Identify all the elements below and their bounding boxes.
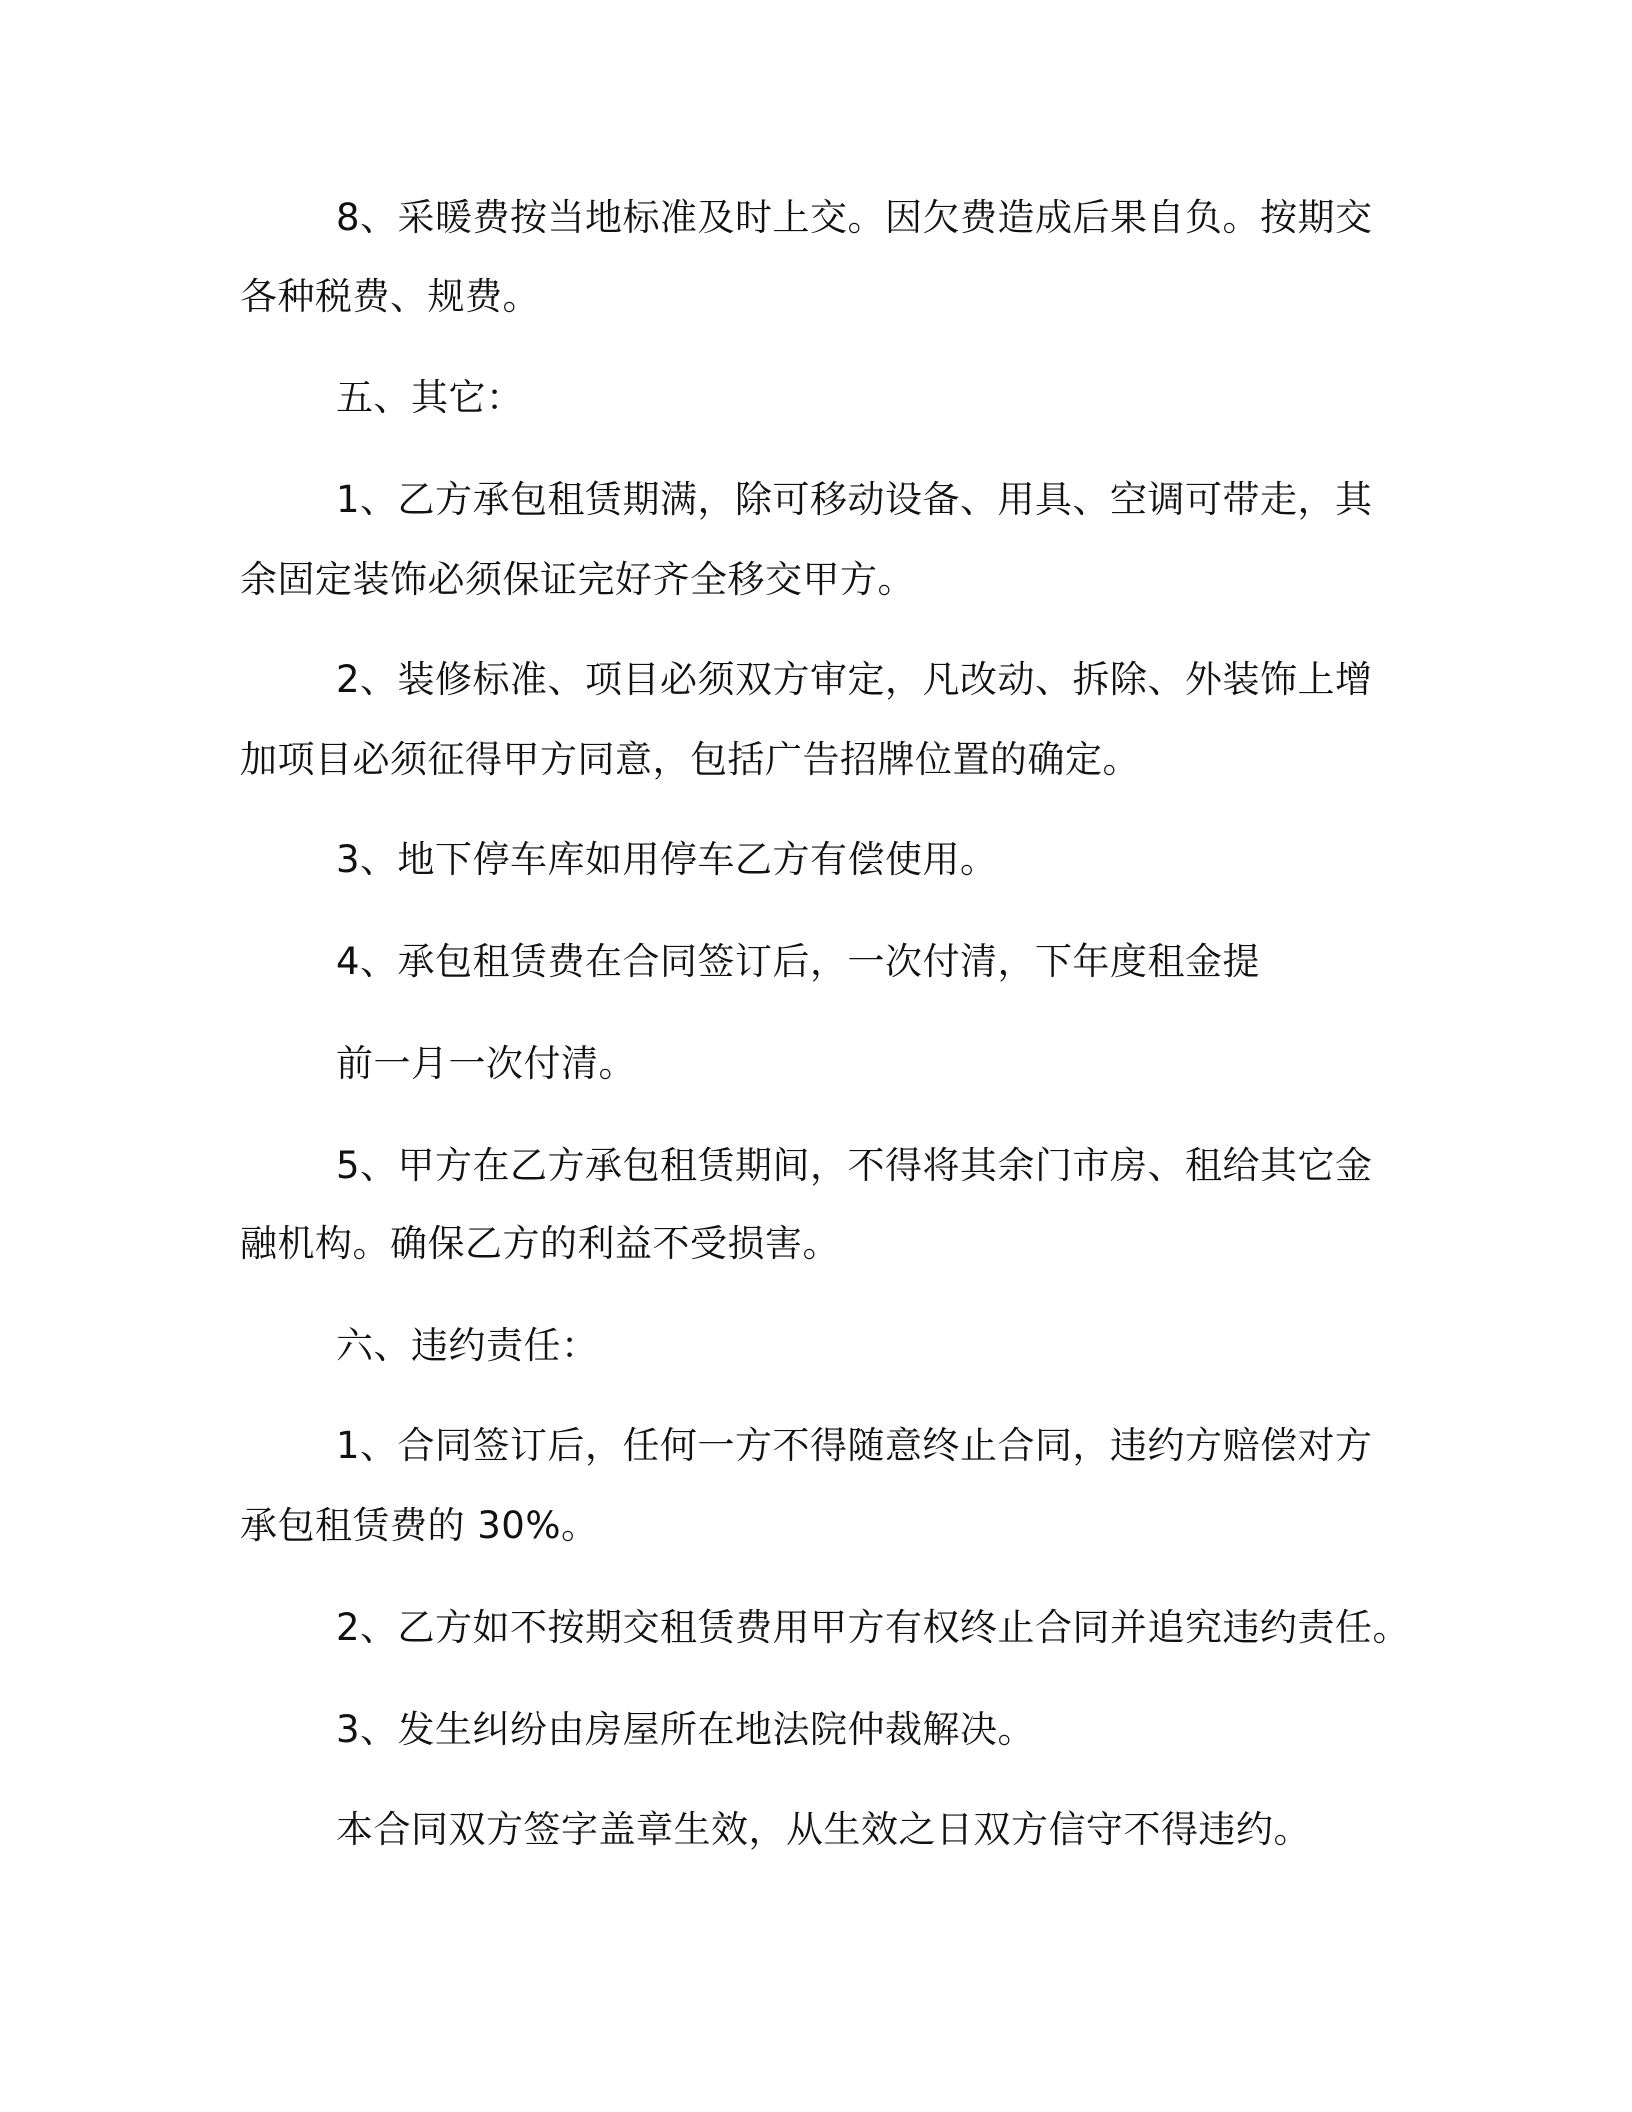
section-5-item-3: 3、地下停车库如用停车乙方有偿使用。 bbox=[336, 838, 998, 881]
closing-statement: 本合同双方签字盖章生效，从生效之日双方信守不得违约。 bbox=[336, 1808, 1311, 1851]
section-5-item-5-line-2: 融机构。确保乙方的利益不受损害。 bbox=[240, 1222, 840, 1265]
section-6-item-1-line-1: 1、合同签订后，任何一方不得随意终止合同，违约方赔偿对方 bbox=[336, 1424, 1373, 1467]
clause-8-line-2: 各种税费、规费。 bbox=[240, 275, 540, 318]
section-5-heading: 五、其它： bbox=[336, 376, 524, 419]
section-5-item-4-line-1: 4、承包租赁费在合同签订后，一次付清，下年度租金提 bbox=[336, 940, 1261, 983]
section-5-item-1-line-1: 1、乙方承包租赁期满，除可移动设备、用具、空调可带走，其 bbox=[336, 478, 1373, 521]
section-5-item-2-line-1: 2、装修标准、项目必须双方审定，凡改动、拆除、外装饰上增 bbox=[336, 658, 1373, 701]
section-6-item-2: 2、乙方如不按期交租赁费用甲方有权终止合同并追究违约责任。 bbox=[336, 1606, 1411, 1649]
section-6-item-3: 3、发生纠纷由房屋所在地法院仲裁解决。 bbox=[336, 1708, 1036, 1751]
section-5-item-5-line-1: 5、甲方在乙方承包租赁期间，不得将其余门市房、租给其它金 bbox=[336, 1144, 1373, 1187]
section-5-item-1-line-2: 余固定装饰必须保证完好齐全移交甲方。 bbox=[240, 558, 915, 601]
section-6-heading: 六、违约责任： bbox=[336, 1324, 599, 1367]
section-6-item-1-line-2: 承包租赁费的 30%。 bbox=[240, 1504, 599, 1547]
section-5-item-2-line-2: 加项目必须征得甲方同意，包括广告招牌位置的确定。 bbox=[240, 738, 1140, 781]
section-5-item-4-line-2: 前一月一次付清。 bbox=[336, 1042, 636, 1085]
clause-8-line-1: 8、采暖费按当地标准及时上交。因欠费造成后果自负。按期交 bbox=[336, 196, 1373, 239]
